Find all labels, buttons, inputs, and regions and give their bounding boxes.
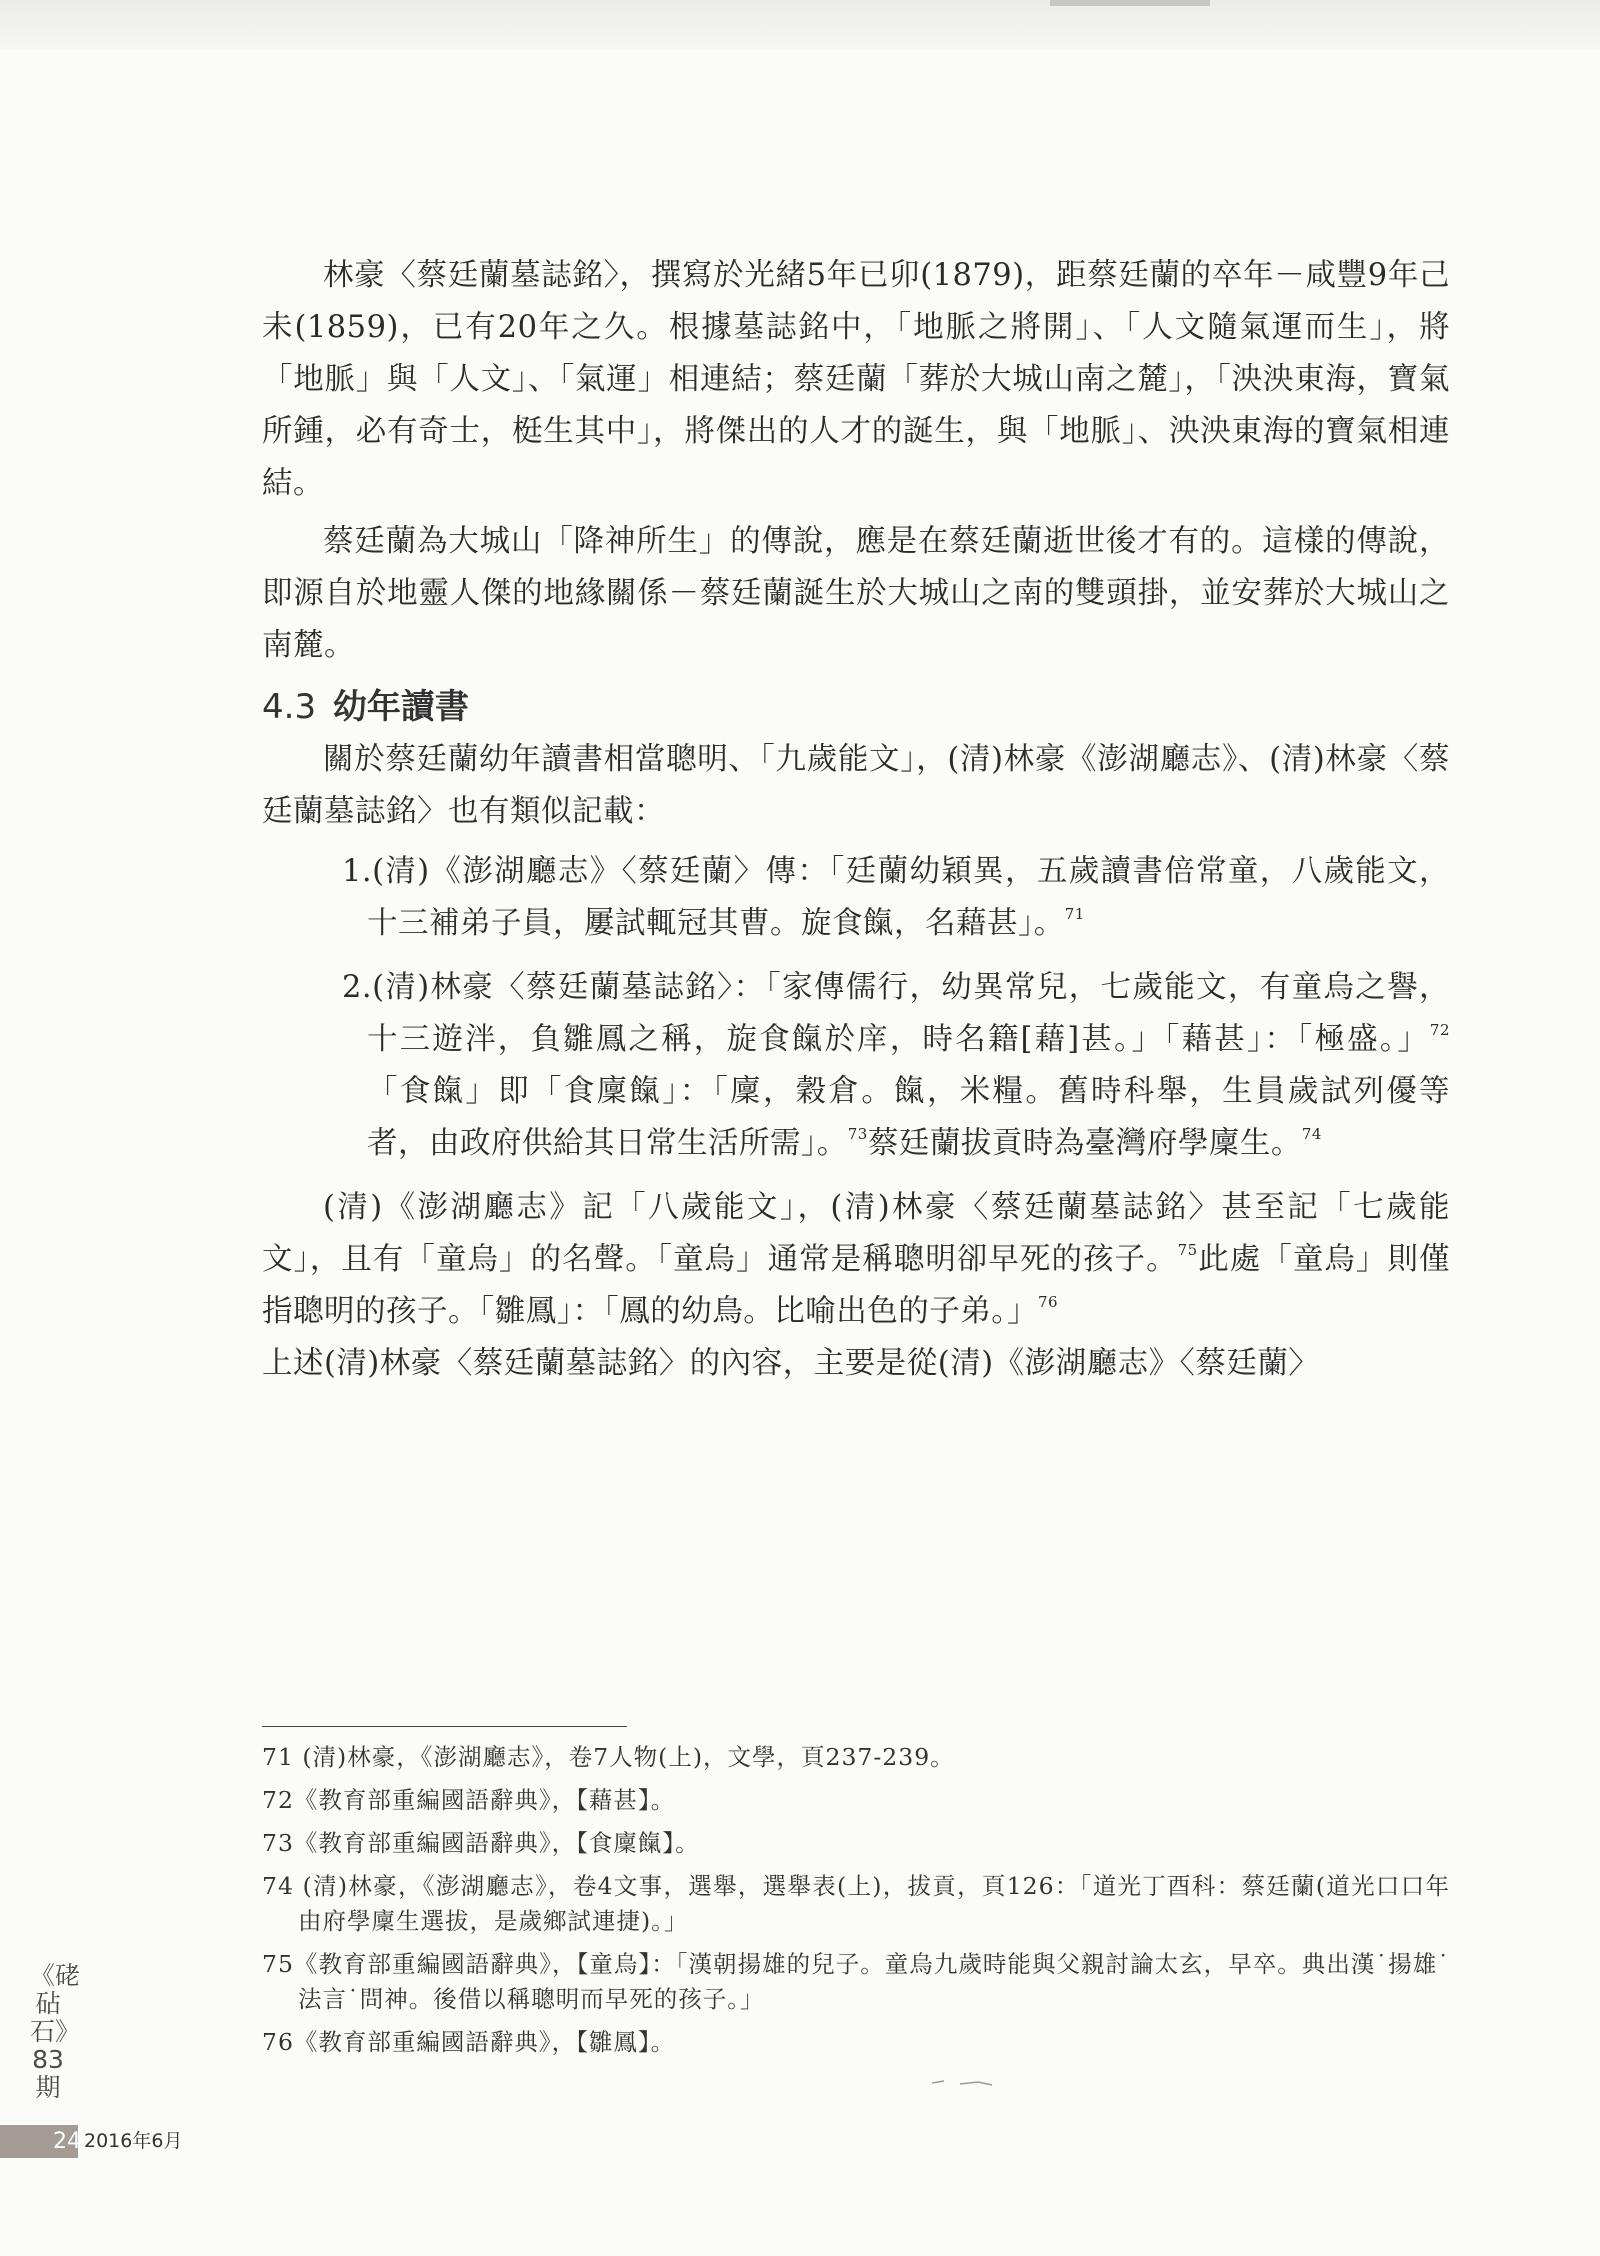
- quote-1-text: 1.(清)《澎湖廳志》〈蔡廷蘭〉傳：「廷蘭幼穎異，五歲讀書倍常童，八歲能文，十三補弟子員，屢試輒冠其曹。旋食餼，名藉甚」。: [342, 854, 1450, 941]
- footnote-ref[interactable]: 74: [1301, 1125, 1322, 1143]
- footnote-ref[interactable]: 72: [1429, 1021, 1450, 1039]
- footnotes: [262, 1740, 1450, 2068]
- main-text: [262, 250, 1450, 1390]
- quote-text: [342, 962, 1450, 1170]
- footnote: 74 (清)林豪，《澎湖廳志》，卷4文事，選舉，選舉表(上)，拔貢，頁126：「道光丁酉科：蔡廷蘭(道光口口年由府學廩生選拔，是歲鄉試連捷)。」: [262, 1872, 1450, 1935]
- quote-list: [262, 846, 1450, 1170]
- footnote-ref[interactable]: 75: [1177, 1241, 1198, 1259]
- paragraph-epitaph: 林豪〈蔡廷蘭墓誌銘〉，撰寫於光緒5年已卯(1879)，距蔡廷蘭的卒年－咸豐9年己未(1859)，已有20年之久。根據墓誌銘中，「地脈之將開」、「人文隨氣運而生」，將「地脈」與「人文」、「氣運」相連結；蔡廷蘭「葬於大城山南之麓」，「泱泱東海，寶氣所鍾，必有奇士，梃生其中」，將傑出的人才的誕生，與「地脈」、泱泱東海的寶氣相連結。: [262, 258, 1450, 501]
- section-number: 4.3: [262, 687, 317, 727]
- footnote: 71 (清)林豪，《澎湖廳志》，卷7人物(上)，文學，頁237-239。: [262, 1743, 955, 1771]
- footnote-ref[interactable]: 76: [1038, 1293, 1059, 1311]
- paragraph-legend: 蔡廷蘭為大城山「降神所生」的傳說，應是在蔡廷蘭逝世後才有的。這樣的傳說，即源自於地靈人傑的地緣關係－蔡廷蘭誕生於大城山之南的雙頭掛，並安葬於大城山之南麓。: [262, 524, 1450, 663]
- quote-item: [342, 962, 1450, 1170]
- footnote: 72《教育部重編國語辭典》，【藉甚】。: [262, 1786, 676, 1814]
- quote-item: [342, 846, 1450, 950]
- scan-smudge: [930, 2075, 1010, 2089]
- paragraph-intro: 關於蔡廷蘭幼年讀書相當聰明、「九歲能文」，(清)林豪《澎湖廳志》、(清)林豪〈蔡廷蘭墓誌銘〉也有類似記載：: [262, 742, 1450, 829]
- scan-top-mark: [1050, 0, 1210, 6]
- analysis-text-a: (清)《澎湖廳志》記「八歲能文」，(清)林豪〈蔡廷蘭墓誌銘〉甚至記「七歲能文」，且有「童烏」的名聲。「童烏」通常是稱聰明卻早死的孩子。: [262, 1190, 1450, 1277]
- paragraph-analysis: [262, 1182, 1450, 1338]
- quote-text: [342, 846, 1450, 950]
- journal-side-label: 《硓砧石》83期: [30, 1961, 81, 2102]
- footnote-ref[interactable]: 71: [1064, 905, 1085, 923]
- scan-top-shadow: [0, 0, 1600, 50]
- footnote: 73《教育部重編國語辭典》，【食廩餼】。: [262, 1829, 700, 1857]
- issue-date: 2016年6月: [84, 2130, 183, 2152]
- quote-2-text-c: 蔡廷蘭拔貢時為臺灣府學廩生。: [867, 1126, 1302, 1161]
- footnote-divider: [262, 1726, 627, 1727]
- footnote: 76《教育部重編國語辭典》，【雛鳳】。: [262, 2028, 676, 2056]
- page-number: 24: [53, 2129, 81, 2154]
- quote-2-text-b: 「食餼」即「食廩餼」：「廩，穀倉。餼，米糧。舊時科舉，生員歲試列優等者，由政府供給其日常生活所需」。: [367, 1074, 1450, 1161]
- analysis-text-b: 此處「童烏」則僅指聰明的孩子。「雛鳳」：「鳳的幼鳥。比喻出色的子弟。」: [262, 1242, 1450, 1329]
- footnote-ref[interactable]: 73: [847, 1125, 868, 1143]
- section-title: 幼年讀書: [332, 687, 469, 727]
- footnote: 75《教育部重編國語辭典》，【童烏】：「漢朝揚雄的兒子。童烏九歲時能與父親討論太玄，早卒。典出漢˙揚雄˙法言˙問神。後借以稱聰明而早死的孩子。」: [262, 1950, 1450, 2013]
- paragraph-continuation: 上述(清)林豪〈蔡廷蘭墓誌銘〉的內容，主要是從(清)《澎湖廳志》〈蔡廷蘭〉: [262, 1346, 1320, 1381]
- section-heading: [262, 682, 1450, 732]
- quote-2-text-a: 2.(清)林豪〈蔡廷蘭墓誌銘〉：「家傳儒行，幼異常兒，七歲能文，有童烏之譽，十三遊泮，負雛鳳之稱，旋食餼於庠，時名籍[藉]甚。」「藉甚」：「極盛。」: [342, 970, 1450, 1057]
